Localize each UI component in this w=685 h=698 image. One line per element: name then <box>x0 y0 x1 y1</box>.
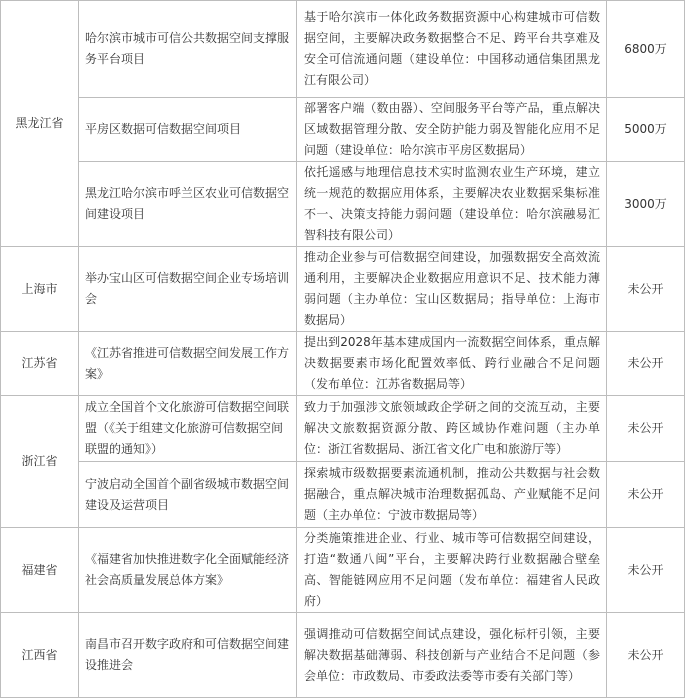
project-cell: 《福建省加快推进数字化全面赋能经济社会高质量发展总体方案》 <box>79 528 297 613</box>
project-cell: 黑龙江哈尔滨市呼兰区农业可信数据空间建设项目 <box>79 162 297 247</box>
table-row <box>1 98 685 162</box>
amount-cell: 未公开 <box>607 613 685 698</box>
project-cell: 宁波启动全国首个副省级城市数据空间建设及运营项目 <box>79 462 297 528</box>
description-cell: 基于哈尔滨市一体化政务数据资源中心构建城市可信数据空间，主要解决政务数据整合不足、跨平台共享难及安全可信流通问题（建设单位：中国移动通信集团黑龙江有限公司） <box>297 1 607 98</box>
description-cell: 致力于加强涉文旅领域政企学研之间的交流互动，主要解决文旅数据资源分散、跨区域协作难问题（主办单位：浙江省数据局、浙江省文化广电和旅游厅等） <box>297 396 607 462</box>
project-cell: 举办宝山区可信数据空间企业专场培训会 <box>79 247 297 332</box>
amount-cell: 3000万 <box>607 162 685 247</box>
project-cell: 成立全国首个文化旅游可信数据空间联盟（《关于组建文化旅游可信数据空间联盟的通知》） <box>79 396 297 462</box>
table-row <box>1 162 685 247</box>
amount-cell: 6800万 <box>607 1 685 98</box>
province-cell: 上海市 <box>1 247 79 332</box>
description-cell: 强调推动可信数据空间试点建设，强化标杆引领，主要解决数据基础薄弱、科技创新与产业结合不足问题（参会单位：市政数局、市委政法委等市委有关部门等） <box>297 613 607 698</box>
description-cell: 部署客户端（数由器）、空间服务平台等产品，重点解决区域数据管理分散、安全防护能力弱及智能化应用不足问题（建设单位：哈尔滨市平房区数据局） <box>297 98 607 162</box>
amount-cell: 未公开 <box>607 528 685 613</box>
province-cell: 黑龙江省 <box>1 1 79 247</box>
table-row <box>1 613 685 698</box>
project-cell: 哈尔滨市城市可信公共数据空间支撑服务平台项目 <box>79 1 297 98</box>
amount-cell: 未公开 <box>607 396 685 462</box>
table-row <box>1 462 685 528</box>
province-cell: 浙江省 <box>1 396 79 528</box>
table-row <box>1 528 685 613</box>
table-row <box>1 1 685 98</box>
description-cell: 提出到2028年基本建成国内一流数据空间体系，重点解决数据要素市场化配置效率低、跨行业融合不足问题（发布单位：江苏省数据局等） <box>297 332 607 396</box>
project-cell: 南昌市召开数字政府和可信数据空间建设推进会 <box>79 613 297 698</box>
amount-cell: 未公开 <box>607 462 685 528</box>
province-cell: 福建省 <box>1 528 79 613</box>
amount-cell: 未公开 <box>607 332 685 396</box>
description-cell: 推动企业参与可信数据空间建设，加强数据安全高效流通利用，主要解决企业数据应用意识不足、技术能力薄弱问题（主办单位：宝山区数据局；指导单位：上海市数据局） <box>297 247 607 332</box>
description-cell: 探索城市级数据要素流通机制，推动公共数据与社会数据融合，重点解决城市治理数据孤岛、产业赋能不足问题（主办单位：宁波市数据局等） <box>297 462 607 528</box>
table-row <box>1 396 685 462</box>
province-cell: 江苏省 <box>1 332 79 396</box>
table-row <box>1 247 685 332</box>
project-cell: 《江苏省推进可信数据空间发展工作方案》 <box>79 332 297 396</box>
project-cell: 平房区数据可信数据空间项目 <box>79 98 297 162</box>
description-cell: 分类施策推进企业、行业、城市等可信数据空间建设，打造“数通八闽”平台，主要解决跨行业数据融合壁垒高、智能链网应用不足问题（发布单位：福建省人民政府） <box>297 528 607 613</box>
amount-cell: 未公开 <box>607 247 685 332</box>
province-cell: 江西省 <box>1 613 79 698</box>
description-cell: 依托遥感与地理信息技术实时监测农业生产环境，建立统一规范的数据应用体系，主要解决农业数据采集标准不一、决策支持能力弱问题（建设单位：哈尔滨融易汇智科技有限公司） <box>297 162 607 247</box>
table-row <box>1 332 685 396</box>
amount-cell: 5000万 <box>607 98 685 162</box>
